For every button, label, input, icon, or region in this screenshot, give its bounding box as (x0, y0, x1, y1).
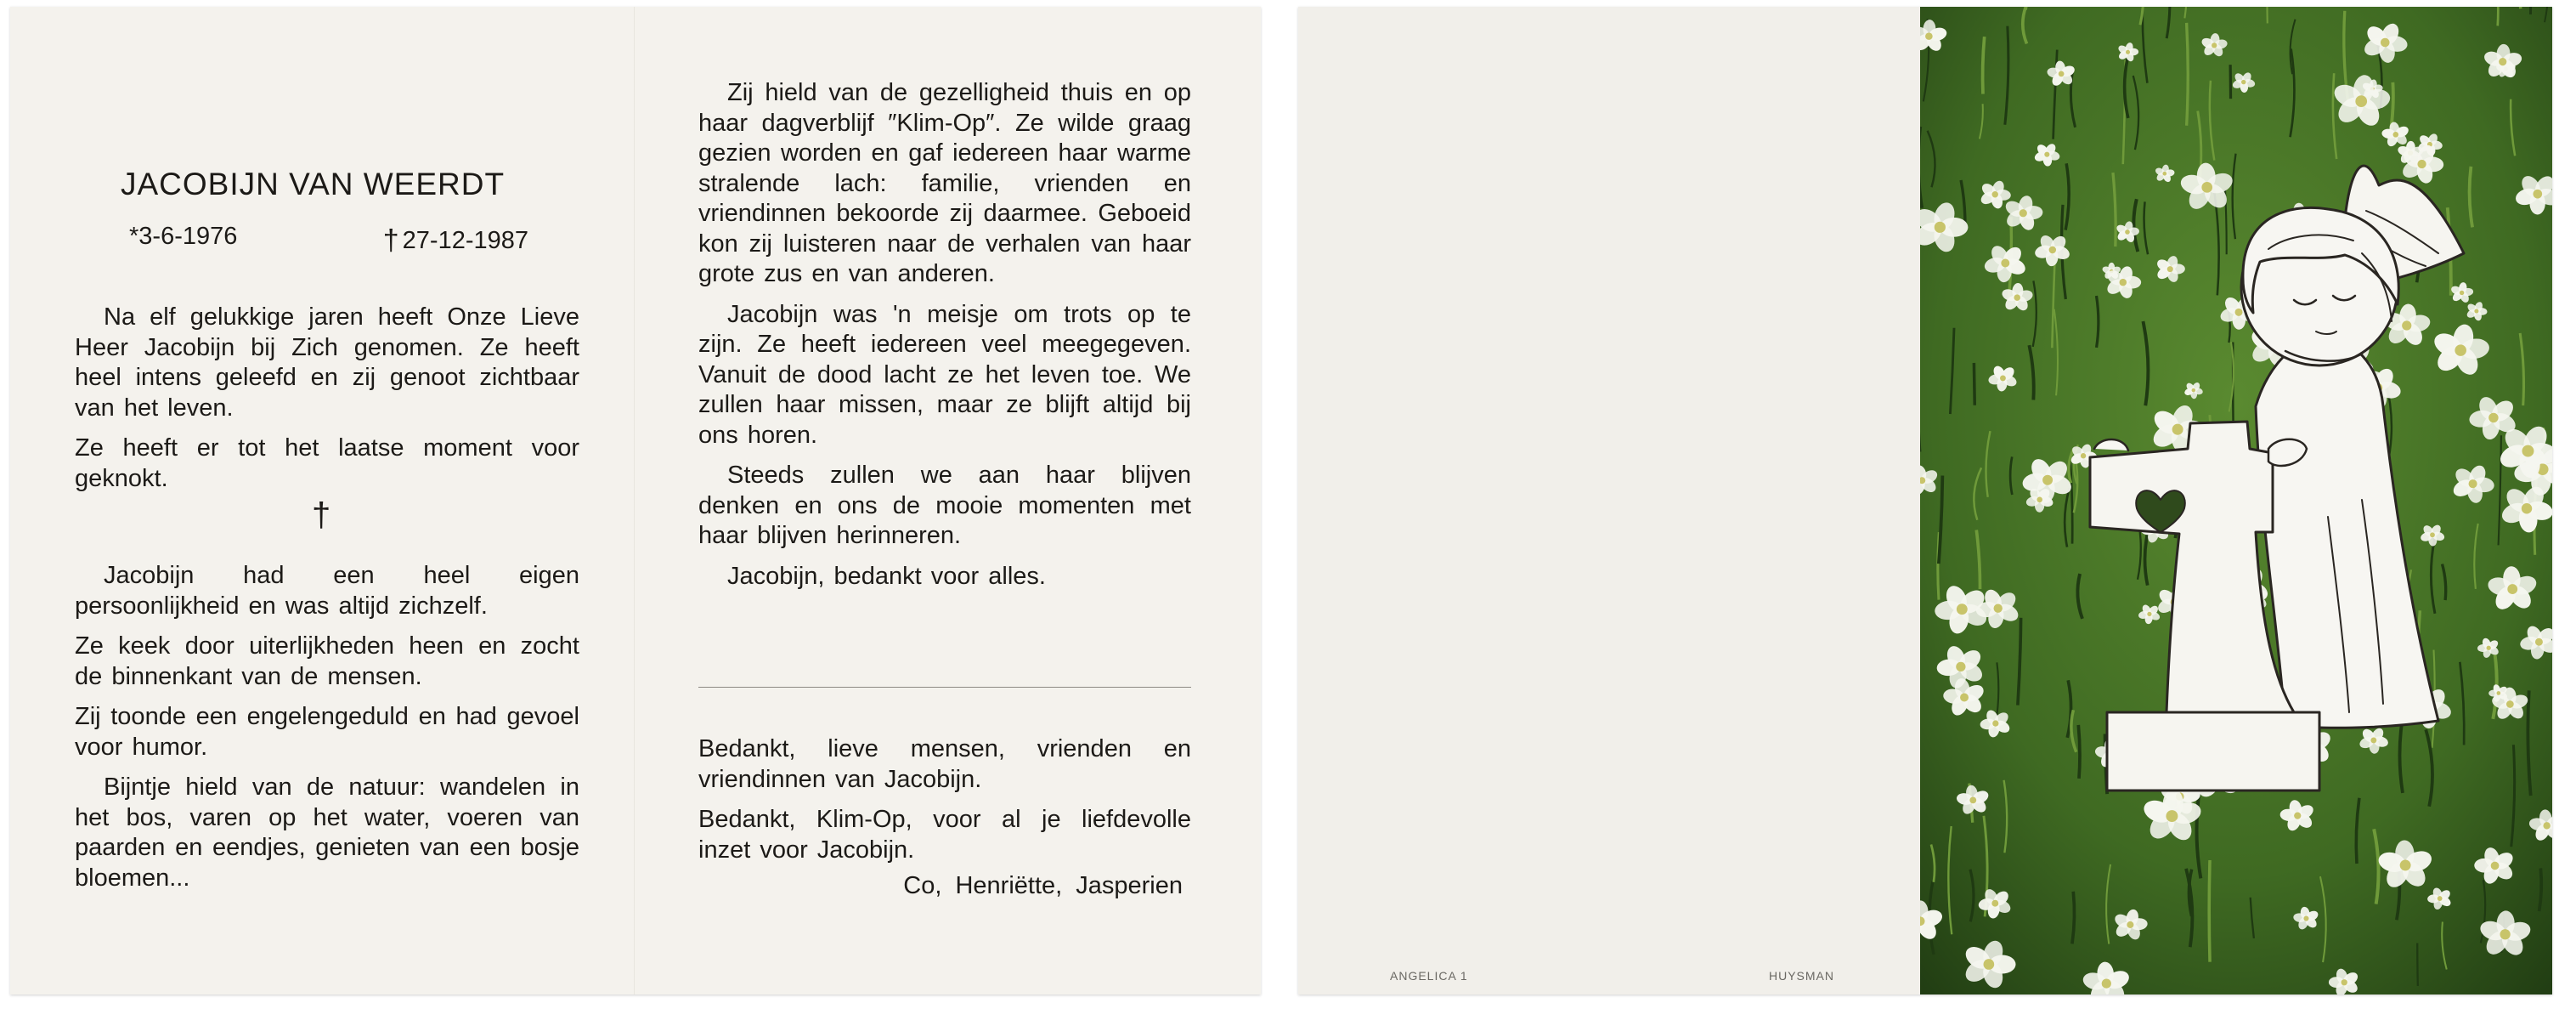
birth-date: *3-6-1976 (129, 223, 238, 250)
paragraph: Zij toonde een engelengeduld en had gevoel voor humor. (75, 703, 579, 761)
paragraph: Jacobijn was 'n meisje om trots op te zijn. Ze heeft iedereen veel meegegeven. Vanuit de dood lacht ze het leven toe. We zullen haar missen, maar ze blijft altijd bij ons horen. (698, 300, 1191, 449)
grass-stem (1983, 37, 1985, 94)
paragraph: Ze keek door uiterlijkheden heen en zocht de binnenkant van de mensen. (75, 632, 579, 690)
front-cover-photo (1920, 7, 2552, 994)
grass-stem (2078, 725, 2080, 779)
paragraph: Ze heeft er tot het laatse moment voor geknokt. (75, 434, 579, 492)
paragraph: Steeds zullen we aan haar blijven denken en ons de mooie momenten met haar blijven herinneren. (698, 462, 1191, 549)
back-panel (1298, 7, 1920, 994)
thanks-line: Bedankt, lieve mensen, vrienden en vriendinnen van Jacobijn. (698, 735, 1191, 793)
paragraph: Bijntje hield van de natuur: wandelen in het bos, varen op het water, voeren van paarden en eendjes, genieten van een bosje bloemen... (75, 774, 579, 892)
publisher-label: HUYSMAN (1769, 969, 1835, 983)
grass-stem (2417, 944, 2418, 986)
eulogy-block-3 (698, 78, 1191, 602)
signature: Co, Henriëtte, Jasperien (903, 872, 1183, 899)
memorial-card-outside (1298, 7, 2552, 994)
paragraph: Na elf gelukkige jaren heeft Onze Lieve Heer Jacobijn bij Zich genomen. Ze heeft heel intens geleefd en zij genoot zichtbaar van het leven. (75, 303, 579, 422)
cross-icon: † (312, 496, 331, 534)
memorial-card-inside (10, 7, 1261, 994)
paragraph: Jacobijn, bedankt voor alles. (727, 562, 1046, 590)
death-date: 27-12-1987 (402, 227, 528, 254)
death-date-group (383, 223, 528, 256)
grass-stem (2187, 23, 2189, 126)
dagger-icon: † (382, 224, 399, 257)
divider (698, 687, 1191, 688)
grass-stem (2209, 860, 2210, 962)
thanks-line: Bedankt, Klim-Op, voor al je liefdevolle inzet voor Jacobijn. (698, 806, 1191, 864)
inside-right-page (636, 7, 1261, 994)
card-model-label: ANGELICA 1 (1390, 969, 1468, 983)
paragraph: Jacobijn had een heel eigen persoonlijkheid en was altijd zichzelf. (75, 562, 579, 620)
eulogy-block-1 (75, 303, 579, 504)
life-dates (129, 223, 528, 256)
eulogy-block-2 (75, 561, 579, 904)
deceased-name: JACOBIJN VAN WEERDT (121, 167, 506, 201)
paragraph: Zij hield van de gezelligheid thuis en op haar dagverblijf ″Klim-Op″. Ze wilde graag gezien worden en gaf iedereen haar warme stralende lach: familie, vrienden en vriendinnen bekoorde zij daarmee. Geboeid kon zij luisteren naar de verhalen van haar grote zus en van anderen. (698, 79, 1191, 287)
inside-left-page (10, 7, 634, 994)
thanks-block (698, 734, 1191, 876)
flower-meadow-image (1920, 7, 2552, 994)
